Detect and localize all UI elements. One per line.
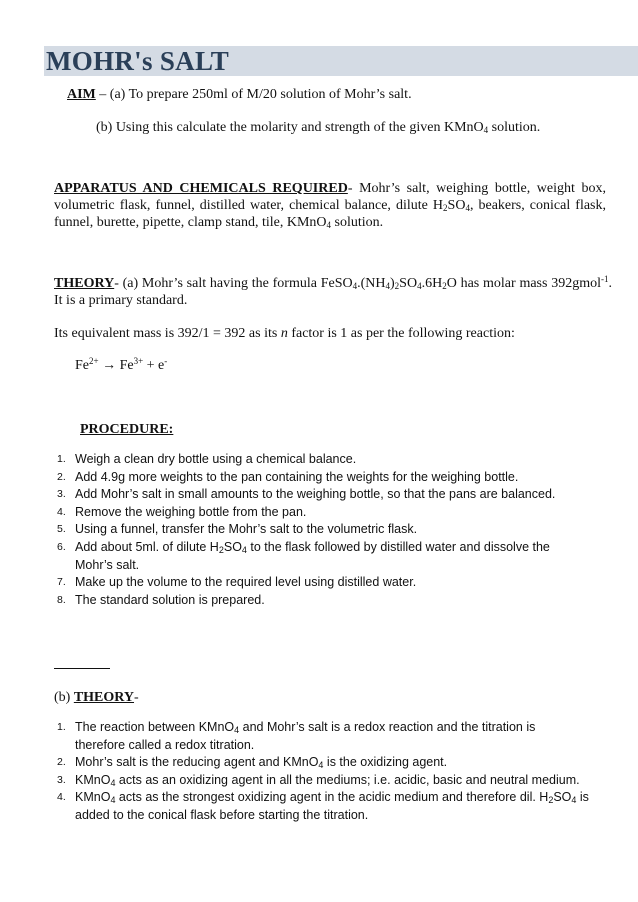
list-item: 6. Add about 5ml. of dilute $H_2SO_4$ to the flask followed by distilled water and dissolve the Mohr’s salt. — [57, 539, 550, 572]
procedure-heading: PROCEDURE: — [80, 422, 174, 437]
apparatus-heading: APPARATUS AND CHEMICALS REQUIRED — [54, 181, 348, 196]
theory-b-heading-line: (b) THEORY- — [54, 690, 139, 705]
aim-line-b: (b) Using this calculate the molarity and strength of the given KMnO$_4$ solution. — [96, 120, 541, 135]
page-title: MOHR's SALT — [46, 46, 230, 76]
list-item: 5. Using a funnel, transfer the Mohr’s salt to the volumetric flask. — [57, 522, 418, 537]
theory-a-line-3: Its equivalent mass is 392/1 = 392 as its n factor is 1 as per the following reaction: — [54, 326, 515, 341]
apparatus-line-2: volumetric flask, funnel, distilled water, chemical balance, dilute $H_2SO_4$, beakers, conical flask, — [54, 198, 607, 213]
procedure-list — [36, 451, 616, 609]
aim-heading: AIM — [67, 87, 96, 102]
reaction-equation: $Fe^{2+} \to Fe^{3+} + e^-$ — [75, 356, 168, 373]
list-item: 4. KMnO$_4$ acts as the strongest oxidizing agent in the acidic medium and therefore dil. $H_2SO_4$ is added to the conical flask before starting the titration. — [57, 790, 589, 822]
theory-a-line-2: It is a primary standard. — [54, 293, 188, 308]
list-item: 1. Weigh a clean dry bottle using a chemical balance. — [57, 452, 357, 466]
list-item: 3. KMnO$_4$ acts as an oxidizing agent in all the mediums; i.e. acidic, basic and neutral medium. — [57, 772, 580, 788]
theory-heading: THEORY — [54, 276, 115, 291]
list-item: 7. Make up the volume to the required level using distilled water. — [57, 575, 417, 590]
list-item: 2. Add 4.9g more weights to the pan containing the weights for the weighing bottle. — [57, 469, 519, 484]
list-item: 2. Mohr’s salt is the reducing agent and KMnO$_4$ is the oxidizing agent. — [57, 755, 448, 771]
theory-b-heading: THEORY — [73, 690, 135, 705]
apparatus-line-1: APPARATUS AND CHEMICALS REQUIRED- Mohr’s salt, weighing bottle, weight box, — [54, 181, 606, 196]
section-divider — [54, 668, 110, 669]
apparatus-line-3: funnel, burette, pipette, clamp stand, tile, KMnO$_4$ solution. — [54, 215, 384, 230]
aim-line-a: AIM – (a) To prepare 250ml of M/20 solution of Mohr’s salt. — [67, 87, 412, 102]
list-item: 3. Add Mohr’s salt in small amounts to the weighing bottle, so that the pans are balanced. — [57, 487, 556, 502]
list-item: 1. The reaction between KMnO$_4$ and Mohr’s salt is a redox reaction and the titration is therefore called a redox titration. — [57, 720, 536, 752]
theory-b-list — [36, 719, 616, 825]
theory-a-line-1: THEORY- (a) Mohr’s salt having the formula $FeSO_4.(NH_4)_2SO_4.6H_2O$ has molar mass 392gmol$^{-1}$. — [54, 274, 612, 291]
list-item: 4. Remove the weighing bottle from the pan. — [57, 504, 307, 519]
list-item: 8. The standard solution is prepared. — [57, 592, 265, 607]
